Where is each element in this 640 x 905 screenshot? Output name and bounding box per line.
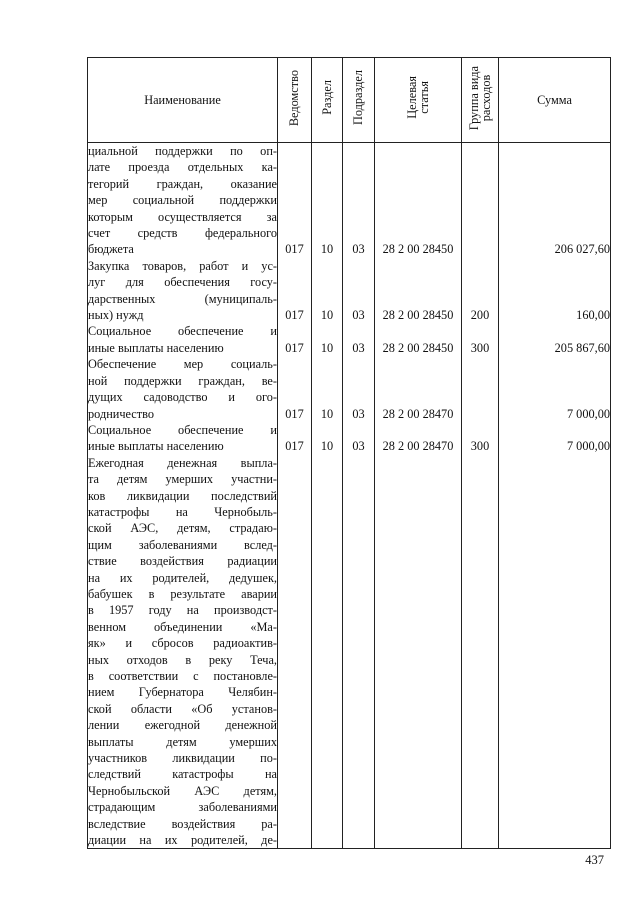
row-department: 017 (278, 258, 312, 324)
row-name-cell (88, 422, 278, 455)
table-row (88, 258, 611, 324)
row-sum: 160,00 (499, 258, 611, 324)
row-expense-group (462, 455, 499, 849)
row-subsection: 03 (343, 422, 375, 455)
row-name-line: иные выплаты населению (88, 439, 224, 454)
row-name-line: ской области «Об установ- (88, 701, 277, 716)
header-section: Раздел (312, 58, 343, 143)
row-name-line: венном объединении «Ма- (88, 619, 277, 634)
row-name-line: катастрофы на Чернобыль- (88, 504, 277, 519)
row-name-line: Ежегодная денежная выпла- (88, 455, 277, 470)
row-name-line: тегорий граждан, оказание (88, 176, 277, 191)
row-sum: 7 000,00 (499, 356, 611, 422)
row-name-line: вследствие воздействия ра- (88, 816, 277, 831)
row-sum: 205 867,60 (499, 323, 611, 356)
row-name-line: дарственных (муниципаль- (88, 291, 277, 306)
table-row (88, 455, 611, 849)
row-name-line: в 1957 году на производст- (88, 603, 277, 618)
row-name-line: участников ликвидации по- (88, 751, 277, 766)
header-sum: Сумма (499, 58, 611, 143)
row-section: 10 (312, 143, 343, 258)
row-name-line: ных отходов в реку Теча, (88, 652, 277, 667)
row-target-article: 28 2 00 28450 (375, 323, 462, 356)
row-name-line: мер социальной поддержки (88, 193, 277, 208)
row-name-line: ствие воздействия радиации (88, 554, 277, 569)
row-name-line: та детям умерших участни- (88, 472, 277, 487)
row-name-line: страдающим заболеваниями (88, 800, 277, 815)
header-expense-group: Группа вида расходов (462, 58, 499, 143)
row-name-line: ных) нужд (88, 308, 144, 323)
row-expense-group: 300 (462, 422, 499, 455)
table-row (88, 356, 611, 422)
row-department: 017 (278, 143, 312, 258)
row-name-line: которым осуществляется за (88, 209, 277, 224)
row-expense-group (462, 143, 499, 258)
row-name-line: Социальное обеспечение и (88, 422, 277, 437)
page-number: 437 (585, 853, 604, 867)
row-target-article: 28 2 00 28450 (375, 258, 462, 324)
row-target-article: 28 2 00 28470 (375, 422, 462, 455)
budget-table (87, 57, 611, 849)
row-sum: 7 000,00 (499, 422, 611, 455)
row-name-line: следствий катастрофы на (88, 767, 277, 782)
table-row (88, 422, 611, 455)
header-subsection: Подраздел (343, 58, 375, 143)
row-name-line: Обеспечение мер социаль- (88, 357, 277, 372)
row-name-line: щим заболеваниями вслед- (88, 537, 277, 552)
row-name-line: Социальное обеспечение и (88, 324, 277, 339)
row-subsection: 03 (343, 143, 375, 258)
row-subsection: 03 (343, 258, 375, 324)
row-section: 10 (312, 422, 343, 455)
row-expense-group: 300 (462, 323, 499, 356)
row-name-line: диации на их родителей, де- (88, 833, 277, 848)
row-name-line: циальной поддержки по оп- (88, 144, 277, 158)
row-target-article (375, 455, 462, 849)
row-name-line: Закупка товаров, работ и ус- (88, 258, 277, 273)
row-name-line: на их родителей, дедушек, (88, 570, 277, 585)
table-row (88, 323, 611, 356)
row-name-line: иные выплаты населению (88, 340, 224, 355)
row-name-line: ной поддержки граждан, ве- (88, 373, 277, 388)
row-name-cell (88, 356, 278, 422)
row-name-line: луг для обеспечения госу- (88, 275, 277, 290)
row-name-line: нием Губернатора Челябин- (88, 685, 277, 700)
row-name-line: родничество (88, 406, 155, 421)
row-name-line: ков ликвидации последствий (88, 488, 277, 503)
row-sum (499, 455, 611, 849)
header-name: Наименование (88, 58, 278, 143)
row-section: 10 (312, 258, 343, 324)
row-name-line: Чернобыльской АЭС детям, (88, 783, 277, 798)
row-name-line: дущих садоводство и ого- (88, 390, 277, 405)
row-name-line: ской АЭС, детям, страдаю- (88, 521, 277, 536)
row-name-cell (88, 323, 278, 356)
row-name-line: выплаты детям умерших (88, 734, 277, 749)
row-name-line: лате проезда отдельных ка- (88, 160, 277, 175)
row-target-article: 28 2 00 28450 (375, 143, 462, 258)
row-name-cell (88, 258, 278, 324)
row-name-line: як» и сбросов радиоактив- (88, 636, 277, 651)
header-target-article: Целевая статья (375, 58, 462, 143)
row-name-cell (88, 455, 278, 849)
row-name-line: счет средств федерального (88, 226, 277, 241)
row-section (312, 455, 343, 849)
row-name-line: бюджета (88, 242, 134, 257)
row-name-cell (88, 143, 278, 258)
table-header-row (88, 58, 611, 143)
row-subsection (343, 455, 375, 849)
row-name-line: лении ежегодной денежной (88, 718, 277, 733)
row-department: 017 (278, 422, 312, 455)
row-department: 017 (278, 323, 312, 356)
row-subsection: 03 (343, 356, 375, 422)
row-section: 10 (312, 323, 343, 356)
row-target-article: 28 2 00 28470 (375, 356, 462, 422)
row-expense-group (462, 356, 499, 422)
table-row (88, 143, 611, 258)
row-section: 10 (312, 356, 343, 422)
row-department (278, 455, 312, 849)
row-department: 017 (278, 356, 312, 422)
table-body (88, 143, 611, 849)
row-expense-group: 200 (462, 258, 499, 324)
row-subsection: 03 (343, 323, 375, 356)
row-sum: 206 027,60 (499, 143, 611, 258)
header-department: Ведомство (278, 58, 312, 143)
row-name-line: в соответствии с постановле- (88, 669, 277, 683)
row-name-line: бабушек в результате аварии (88, 586, 277, 601)
